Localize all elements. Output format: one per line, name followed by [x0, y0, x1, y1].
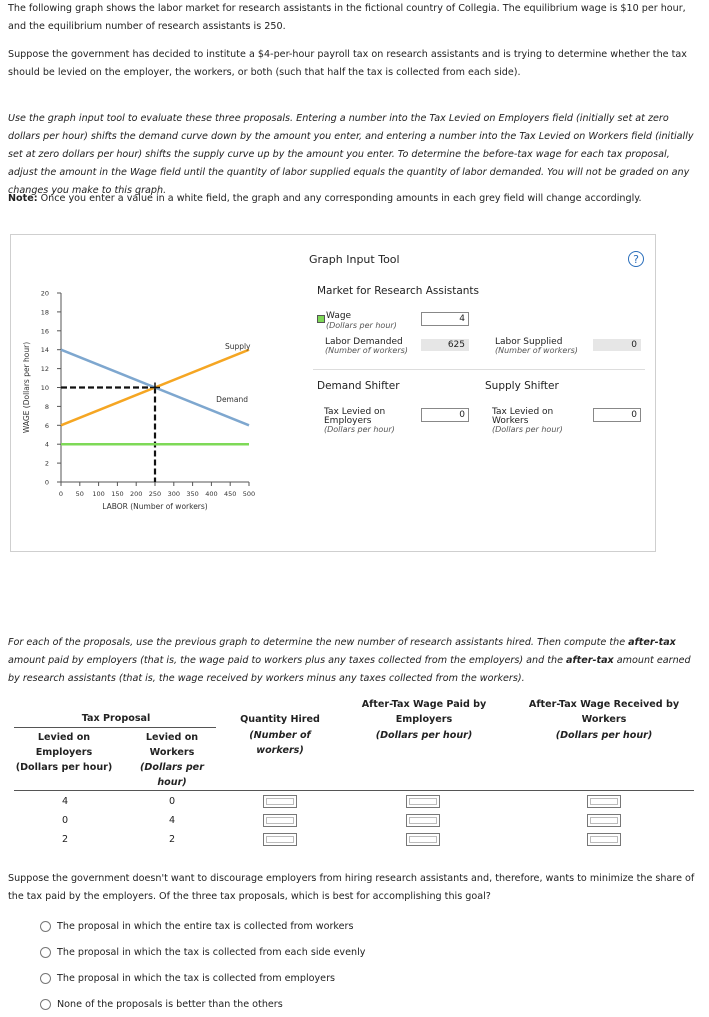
paid-header-1: After-Tax Wage Paid by	[361, 699, 487, 710]
instructions-paragraph: Use the graph input tool to evaluate these three proposals. Entering a number into the Tax Levied on Employers field (initially set at zero dollars per hour) shifts the demand curve down by the amount you enter, and entering a number into the Tax Levied on Workers field (initially set at zero dollars per hour) shifts the supply curve up by the amount you enter. To determine the before-tax wage for each tax proposal, adjust the amount in the Wage field until the quantity of labor supplied equals the quantity of labor demanded. You will not be graded on any changes you make to this graph.	[8, 113, 694, 196]
row2-quantity-input[interactable]	[263, 814, 297, 827]
graph-input-tool-title: Graph Input Tool	[309, 253, 400, 266]
y-tick-label: 6	[44, 421, 49, 430]
y-tick-label: 10	[40, 384, 49, 392]
y-tick-label: 18	[40, 308, 49, 317]
y-tick-label: 16	[40, 327, 49, 336]
demand-shifter-title: Demand Shifter	[317, 380, 400, 392]
x-axis-label: LABOR (Number of workers)	[102, 502, 208, 511]
tax-workers-input[interactable]: 0	[593, 408, 641, 422]
tax-employers-input[interactable]: 0	[421, 408, 469, 422]
row3-quantity-input[interactable]	[263, 833, 297, 846]
row3-received-input[interactable]	[587, 833, 621, 846]
x-tick-label: 50	[75, 490, 84, 498]
demand-label: Demand	[216, 394, 248, 404]
y-tick-label: 2	[44, 459, 49, 468]
wage-label: Wage	[326, 311, 352, 321]
note-paragraph	[8, 190, 698, 208]
note-label: Note:	[8, 193, 38, 204]
labor-supplied-label: Labor Supplied	[495, 337, 563, 347]
row1-paid-input[interactable]	[406, 795, 440, 808]
employers-header-1: Levied on	[37, 732, 91, 743]
x-tick-label: 100	[92, 490, 105, 498]
paid-header-2: Employers	[395, 714, 453, 725]
radio-icon[interactable]	[40, 973, 51, 984]
row2-workers: 4	[168, 815, 176, 826]
x-tick-label: 200	[129, 490, 143, 498]
help-icon[interactable]: ?	[628, 251, 644, 267]
quantity-header-3: workers)	[256, 745, 304, 756]
tax-workers-label-2: Workers	[492, 416, 529, 426]
market-title: Market for Research Assistants	[317, 285, 480, 297]
labor-market-chart	[11, 235, 271, 535]
wage-input[interactable]: 4	[421, 312, 469, 326]
note-text: Once you enter a value in a white field, the graph and any corresponding amounts in each grey field will change accordingly.	[37, 193, 642, 204]
row3-employers: 2	[61, 834, 69, 845]
wage-legend-swatch	[317, 315, 325, 323]
row1-employers: 4	[61, 796, 69, 807]
labor-demanded-value: 625	[421, 339, 469, 351]
proposals-intro-e: amount earned by research assistants (that is, the wage received by workers minus any taxes collected from the workers).	[8, 655, 691, 684]
question-text: Suppose the government doesn't want to discourage employers from hiring research assistants and, therefore, wants to minimize the share of the tax paid by the employers. Of the three tax proposals, which is best for accomplishing this goal?	[8, 873, 695, 902]
x-tick-label: 450	[223, 490, 237, 498]
proposals-intro-b: after-tax	[628, 637, 676, 648]
labor-supplied-value: 0	[593, 339, 641, 351]
row3-paid-input[interactable]	[406, 833, 440, 846]
intro-paragraph-1: The following graph shows the labor market for research assistants in the fictional country of Collegia. The equilibrium wage is $10 per hour, and the equilibrium number of research assistants is 250.	[8, 3, 686, 32]
x-tick-label: 350	[186, 490, 199, 498]
divider	[313, 369, 645, 370]
proposals-intro-c: amount paid by employers (that is, the wage paid to workers plus any taxes collected from the employers) and the	[8, 655, 567, 666]
option-workers-label: The proposal in which the entire tax is collected from workers	[57, 921, 354, 932]
y-tick-label: 8	[44, 402, 49, 411]
quantity-header-2: (Number of	[249, 730, 311, 741]
radio-icon[interactable]	[40, 947, 51, 958]
row1-workers: 0	[168, 796, 176, 807]
graph-panel	[10, 234, 656, 552]
x-tick-label: 400	[205, 490, 218, 498]
x-tick-label: 250	[148, 490, 162, 498]
received-header-3: (Dollars per hour)	[555, 730, 653, 741]
radio-icon[interactable]	[40, 999, 51, 1010]
y-tick-label: 20	[40, 289, 49, 298]
x-tick-label: 150	[111, 490, 124, 498]
option-none-label: None of the proposals is better than the others	[57, 999, 283, 1010]
option-workers[interactable]	[40, 921, 353, 932]
x-tick-label: 300	[167, 490, 181, 498]
wage-unit: (Dollars per hour)	[326, 321, 397, 330]
x-tick-label: 0	[58, 490, 64, 498]
tax-workers-unit: (Dollars per hour)	[492, 425, 563, 434]
labor-supplied-unit: (Number of workers)	[495, 346, 578, 355]
row1-quantity-input[interactable]	[263, 795, 297, 808]
labor-demanded-unit: (Number of workers)	[325, 346, 408, 355]
y-tick-label: 14	[40, 346, 49, 355]
header-rule	[14, 727, 216, 728]
row1-received-input[interactable]	[587, 795, 621, 808]
labor-demanded-label: Labor Demanded	[325, 337, 403, 347]
tax-proposal-header: Tax Proposal	[81, 713, 151, 724]
quantity-header-1: Quantity Hired	[240, 714, 320, 725]
tax-employers-label-2: Employers	[324, 416, 372, 426]
supply-shifter-title: Supply Shifter	[485, 380, 559, 392]
workers-header-4: hour)	[157, 777, 187, 788]
proposals-intro-a: For each of the proposals, use the previous graph to determine the new number of research assistants hired. Then compute the	[8, 637, 629, 648]
radio-icon[interactable]	[40, 921, 51, 932]
workers-header-1: Levied on	[145, 732, 199, 743]
received-header-1: After-Tax Wage Received by	[528, 699, 680, 710]
y-tick-label: 0	[44, 478, 49, 487]
row2-received-input[interactable]	[587, 814, 621, 827]
employers-header-3: (Dollars per hour)	[15, 762, 113, 773]
supply-label: Supply	[224, 341, 251, 351]
intro-paragraph-2: Suppose the government has decided to institute a $4-per-hour payroll tax on research assistants and is trying to determine whether the tax should be levied on the employer, the workers, or both (such that half the tax is collected from each side).	[8, 49, 687, 78]
paid-header-3: (Dollars per hour)	[375, 730, 473, 741]
proposals-intro-d: after-tax	[566, 655, 614, 666]
y-tick-label: 4	[44, 440, 49, 449]
option-none[interactable]	[40, 999, 283, 1010]
employers-header-2: Employers	[35, 747, 93, 758]
x-tick-label: 500	[242, 490, 256, 498]
received-header-2: Workers	[581, 714, 627, 725]
row2-paid-input[interactable]	[406, 814, 440, 827]
option-employers[interactable]	[40, 973, 335, 984]
y-tick-label: 12	[40, 365, 49, 374]
proposals-intro	[8, 634, 698, 688]
option-employers-label: The proposal in which the tax is collected from employers	[57, 973, 336, 984]
row3-workers: 2	[168, 834, 176, 845]
workers-header-2: Workers	[149, 747, 195, 758]
y-axis-label: WAGE (Dollars per hour)	[22, 341, 31, 434]
row2-employers: 0	[61, 815, 69, 826]
tax-workers-label-1: Tax Levied on	[492, 407, 554, 417]
workers-header-3: (Dollars per	[140, 762, 204, 773]
tax-employers-unit: (Dollars per hour)	[324, 425, 395, 434]
tax-employers-label-1: Tax Levied on	[324, 407, 386, 417]
option-evenly[interactable]	[40, 947, 365, 958]
option-evenly-label: The proposal in which the tax is collected from each side evenly	[57, 947, 366, 958]
table-rule	[14, 790, 694, 791]
